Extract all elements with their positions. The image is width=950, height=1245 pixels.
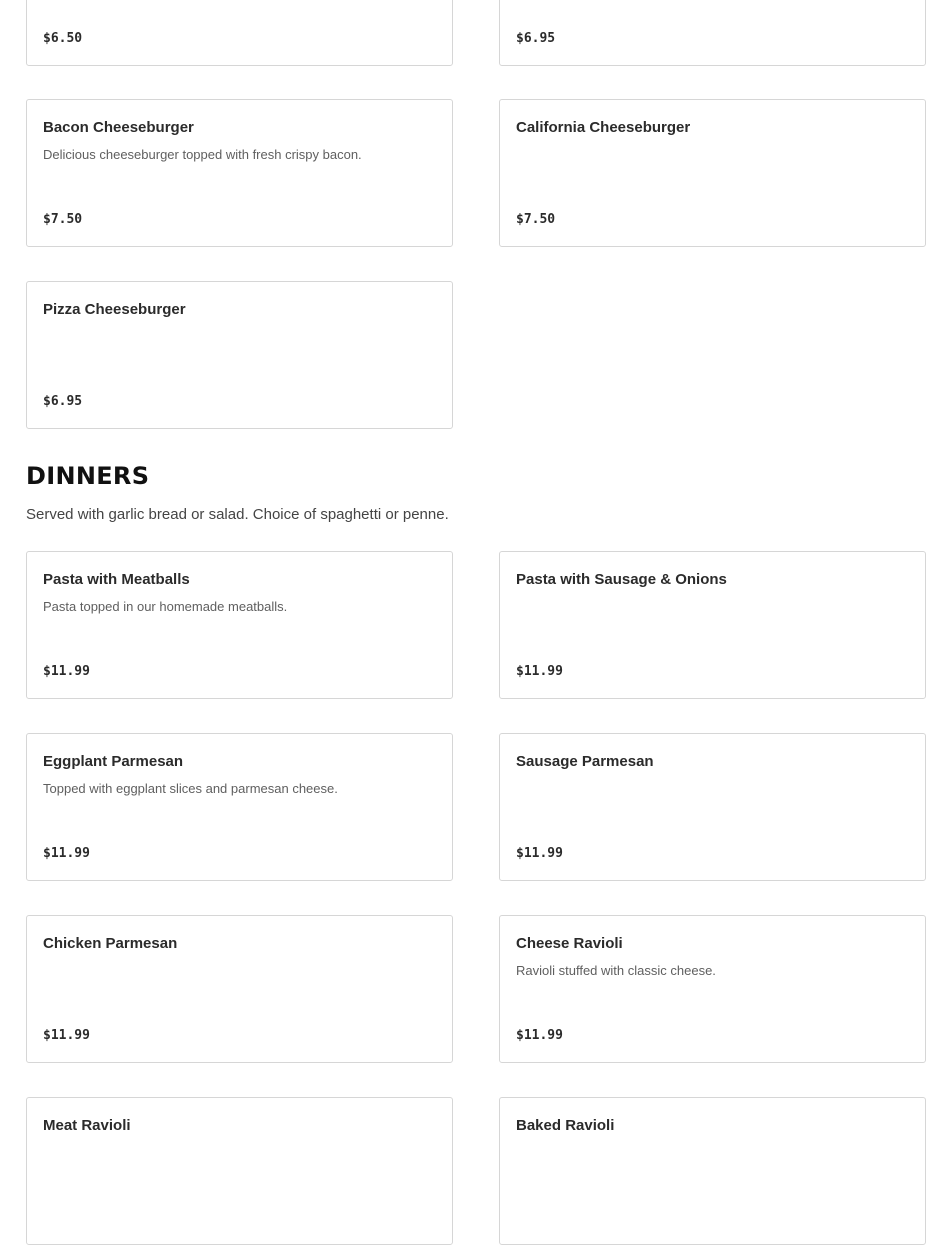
item-price: $11.99 [43,1028,90,1043]
item-name: Bacon Cheeseburger [43,119,194,136]
menu-item-card[interactable] [499,733,926,881]
item-name: Meat Ravioli [43,1117,131,1134]
menu-item-card[interactable] [26,99,453,247]
item-price: $6.95 [516,31,556,46]
section-title: DINNERS [26,462,150,490]
item-name: Pizza Cheeseburger [43,301,186,318]
item-description: Ravioli stuffed with classic cheese. [516,963,716,978]
item-description: Topped with eggplant slices and parmesan cheese. [43,781,338,796]
item-price: $11.99 [516,846,563,861]
menu-item-card[interactable] [499,1097,926,1245]
item-description: Pasta topped in our homemade meatballs. [43,599,288,614]
menu-item-card[interactable] [499,99,926,247]
item-name: Pasta with Meatballs [43,571,190,588]
section-subtitle: Served with garlic bread or salad. Choice of spaghetti or penne. [26,506,449,523]
item-price: $7.50 [516,212,556,227]
item-price: $11.99 [43,664,90,679]
item-price: $11.99 [43,846,90,861]
item-price: $11.99 [516,664,563,679]
menu-item-card[interactable] [26,551,453,699]
item-name: Sausage Parmesan [516,753,654,770]
item-name: Chicken Parmesan [43,935,178,952]
item-price: $7.50 [43,212,83,227]
item-description: Delicious cheeseburger topped with fresh crispy bacon. [43,147,362,162]
menu-item-card[interactable] [26,0,453,66]
item-name: California Cheeseburger [516,119,691,136]
item-name: Eggplant Parmesan [43,753,184,770]
menu-item-card[interactable] [499,0,926,66]
menu-item-card[interactable] [26,1097,453,1245]
item-price: $6.95 [43,394,83,409]
item-price: $11.99 [516,1028,563,1043]
menu-item-card[interactable] [26,915,453,1063]
item-price: $6.50 [43,31,83,46]
item-name: Baked Ravioli [516,1117,615,1134]
menu-item-card[interactable] [26,281,453,429]
menu-item-card[interactable] [499,551,926,699]
item-name: Pasta with Sausage & Onions [516,571,727,588]
menu-item-card[interactable] [499,915,926,1063]
item-name: Cheese Ravioli [516,935,623,952]
menu-item-card[interactable] [26,733,453,881]
